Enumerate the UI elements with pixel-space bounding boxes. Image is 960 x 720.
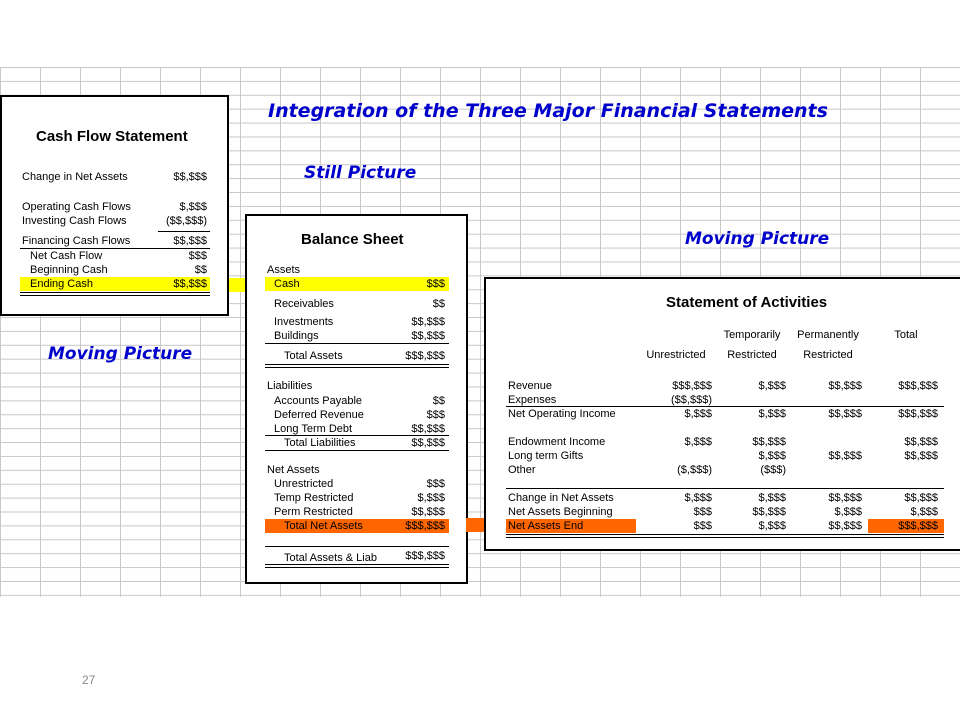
cf-label: Investing Cash Flows <box>22 215 127 227</box>
sa-perm: $$,$$$ <box>828 492 862 504</box>
bs-value: $$ <box>432 395 445 407</box>
sa-unrestricted: $,$$$ <box>684 436 712 448</box>
sa-unrestricted: $$$,$$$ <box>672 380 712 392</box>
col-header-perm-bottom: Restricted <box>803 349 853 361</box>
cf-value: $$,$$$ <box>173 171 207 183</box>
sa-label: Endowment Income <box>508 436 606 448</box>
col-header-temp-top: Temporarily <box>723 329 781 341</box>
sa-temp: $,$$$ <box>758 492 786 504</box>
bs-label: Perm Restricted <box>274 506 353 518</box>
bs-value: $$,$$$ <box>411 330 445 342</box>
divider <box>265 450 449 451</box>
bs-label: Accounts Payable <box>274 395 363 407</box>
bs-section-assets: Assets <box>267 264 301 276</box>
moving-picture-label-right: Moving Picture <box>685 229 830 249</box>
sa-total: $,$$$ <box>910 506 938 518</box>
cf-value: $$,$$$ <box>173 235 207 247</box>
bs-label-total: Total Liabilities <box>284 437 356 449</box>
cf-label: Financing Cash Flows <box>22 235 131 247</box>
sa-label: Change in Net Assets <box>508 492 614 504</box>
sa-perm: $$,$$$ <box>828 408 862 420</box>
sa-perm: $$,$$$ <box>828 380 862 392</box>
divider <box>265 343 449 344</box>
col-header-total: Total <box>894 329 918 341</box>
bs-value: $$,$$$ <box>411 506 445 518</box>
bs-label: Long Term Debt <box>274 423 353 435</box>
bs-label: Unrestricted <box>274 478 334 490</box>
sa-label: Other <box>508 464 536 476</box>
col-header-perm-top: Permanently <box>797 329 859 341</box>
bs-label-grand-total: Total Assets & Liab <box>284 552 377 564</box>
sa-total: $$,$$$ <box>904 492 938 504</box>
bs-value-cash: $$$ <box>426 278 445 290</box>
sa-total: $$$,$$$ <box>898 380 938 392</box>
sa-total: $$,$$$ <box>904 436 938 448</box>
bs-value: $$ <box>432 298 445 310</box>
double-underline <box>265 364 449 368</box>
bs-value: $$,$$$ <box>411 423 445 435</box>
statement-of-activities <box>484 277 960 551</box>
divider <box>265 435 449 436</box>
bs-value: $$$ <box>426 409 445 421</box>
cf-label-ending-cash: Ending Cash <box>30 278 93 290</box>
sa-temp: ($$$) <box>760 464 786 476</box>
slide-number: 27 <box>82 673 96 687</box>
main-title: Integration of the Three Major Financial Statements <box>268 100 828 122</box>
sa-temp: $$,$$$ <box>752 506 786 518</box>
sa-unrestricted: ($$,$$$) <box>671 394 712 406</box>
net-assets-link-highlight <box>466 518 484 532</box>
bs-label: Deferred Revenue <box>274 409 364 421</box>
double-underline <box>265 564 449 568</box>
sa-unrestricted: $,$$$ <box>684 492 712 504</box>
sa-temp: $,$$$ <box>758 408 786 420</box>
sa-unrestricted: ($,$$$) <box>677 464 712 476</box>
activities-title: Statement of Activities <box>666 294 828 311</box>
divider <box>506 406 944 407</box>
cash-flow-title: Cash Flow Statement <box>36 128 188 145</box>
bs-value-total: $$,$$$ <box>411 437 445 449</box>
bs-value: $,$$$ <box>417 492 445 504</box>
bs-value: $$,$$$ <box>411 316 445 328</box>
cf-label: Operating Cash Flows <box>22 201 131 213</box>
balance-sheet-title: Balance Sheet <box>301 231 404 248</box>
sa-temp: $,$$$ <box>758 450 786 462</box>
moving-picture-label-left: Moving Picture <box>48 344 193 364</box>
bs-section-net-assets: Net Assets <box>267 464 320 476</box>
sa-perm: $$,$$$ <box>828 520 862 532</box>
cf-value: $$ <box>194 264 207 276</box>
bs-label-total-net-assets: Total Net Assets <box>284 520 363 532</box>
bs-label-total: Total Assets <box>284 350 343 362</box>
sa-label: Net Assets Beginning <box>508 506 613 518</box>
cf-value: $,$$$ <box>179 201 207 213</box>
bs-section-liabilities: Liabilities <box>267 380 313 392</box>
still-picture-label: Still Picture <box>304 163 417 183</box>
sa-perm: $$,$$$ <box>828 450 862 462</box>
sa-label: Revenue <box>508 380 553 392</box>
cf-label: Beginning Cash <box>30 264 108 276</box>
cash-flow-statement <box>0 95 229 316</box>
balance-sheet <box>245 214 468 584</box>
sa-total: $$$,$$$ <box>898 520 938 532</box>
cash-link-highlight <box>229 278 245 292</box>
cf-value-ending-cash: $$,$$$ <box>173 278 207 290</box>
sa-total: $$$,$$$ <box>898 408 938 420</box>
bs-label: Temp Restricted <box>274 492 354 504</box>
bs-value-grand-total: $$$,$$$ <box>405 550 445 562</box>
divider <box>158 231 210 232</box>
sa-temp: $$,$$$ <box>752 436 786 448</box>
bs-label: Buildings <box>274 330 319 342</box>
sa-label: Expenses <box>508 394 557 406</box>
bs-value: $$$ <box>426 478 445 490</box>
sa-total: $$,$$$ <box>904 450 938 462</box>
sa-perm: $,$$$ <box>834 506 862 518</box>
cf-value: ($$,$$$) <box>166 215 207 227</box>
bs-label-cash: Cash <box>274 278 300 290</box>
col-header-temp-bottom: Restricted <box>727 349 777 361</box>
double-underline <box>20 292 210 296</box>
bs-value-total: $$$,$$$ <box>405 350 445 362</box>
cf-value: $$$ <box>188 250 207 262</box>
divider <box>265 546 449 547</box>
bs-label: Receivables <box>274 298 334 310</box>
sa-label-net-assets-end: Net Assets End <box>508 520 584 532</box>
cf-label: Change in Net Assets <box>22 171 128 183</box>
bs-value-total-net-assets: $$$,$$$ <box>405 520 445 532</box>
sa-label: Long term Gifts <box>508 450 584 462</box>
divider <box>20 248 210 249</box>
sa-temp: $,$$$ <box>758 380 786 392</box>
sa-unrestricted: $$$ <box>693 506 712 518</box>
sa-label: Net Operating Income <box>508 408 616 420</box>
divider <box>506 488 944 489</box>
double-underline <box>506 534 944 538</box>
bs-label: Investments <box>274 316 334 328</box>
cf-label: Net Cash Flow <box>30 250 103 262</box>
sa-temp: $,$$$ <box>758 520 786 532</box>
sa-unrestricted: $,$$$ <box>684 408 712 420</box>
col-header-unrestricted: Unrestricted <box>646 349 706 361</box>
sa-unrestricted: $$$ <box>693 520 712 532</box>
